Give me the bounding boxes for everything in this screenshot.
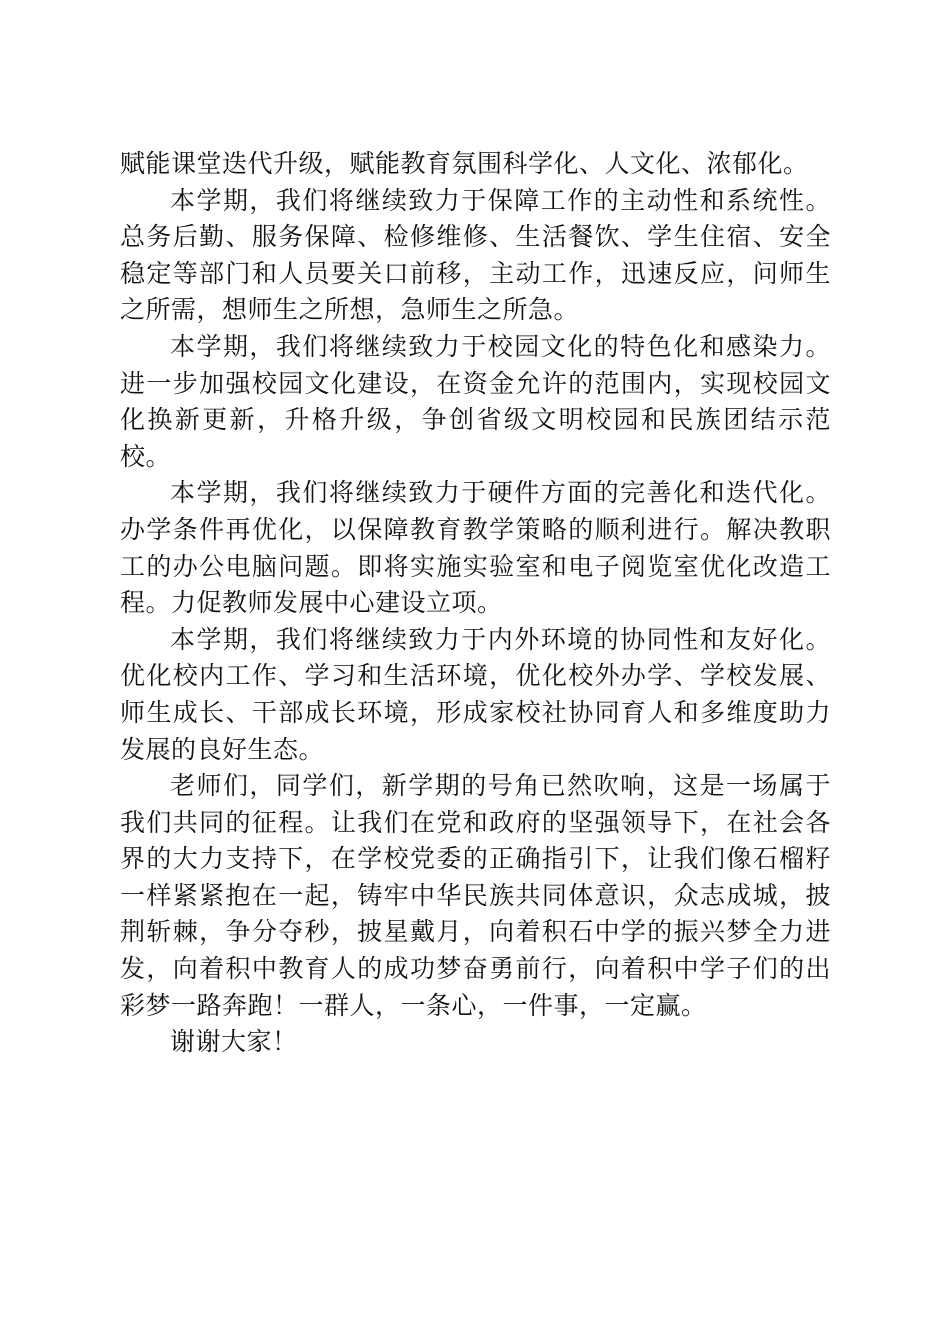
paragraph-logistics: 本学期，我们将继续致力于保障工作的主动性和系统性。总务后勤、服务保障、检修维修、生活餐饮、学生住宿、安全稳定等部门和人员要关口前移，主动工作，迅速反应，问师生之所需，想师生之所想，急师生之所急。 (120, 185, 831, 325)
paragraph-hardware: 本学期，我们将继续致力于硬件方面的完善化和迭代化。办学条件再优化，以保障教育教学策略的顺利进行。解决教职工的办公电脑问题。即将实施实验室和电子阅览室优化改造工程。力促教师发展中心建设立项。 (120, 478, 831, 618)
paragraph-thanks: 谢谢大家！ (170, 1027, 298, 1057)
paragraph-environment: 本学期，我们将继续致力于内外环境的协同性和友好化。优化校内工作、学习和生活环境，优化校外办学、学校发展、师生成长、干部成长环境，形成家校社协同育人和多维度助力发展的良好生态。 (120, 624, 831, 764)
paragraph-closing: 老师们，同学们，新学期的号角已然吹响，这是一场属于我们共同的征程。让我们在党和政府的坚强领导下，在社会各界的大力支持下，在学校党委的正确指引下，让我们像石榴籽一样紧紧抱在一起，铸牢中华民族共同体意识，众志成城，披荆斩棘，争分夺秒，披星戴月，向着积石中学的振兴梦全力进发，向着积中教育人的成功梦奋勇前行，向着积中学子们的出彩梦一路奔跑！一群人，一条心，一件事，一定赢。 (120, 771, 831, 1020)
paragraph-continuation: 赋能课堂迭代升级，赋能教育氛围科学化、人文化、浓郁化。 (120, 149, 809, 178)
paragraph-campus-culture: 本学期，我们将继续致力于校园文化的特色化和感染力。进一步加强校园文化建设，在资金允许的范围内，实现校园文化换新更新，升格升级，争创省级文明校园和民族团结示范校。 (120, 331, 831, 471)
document-body (120, 146, 831, 1061)
